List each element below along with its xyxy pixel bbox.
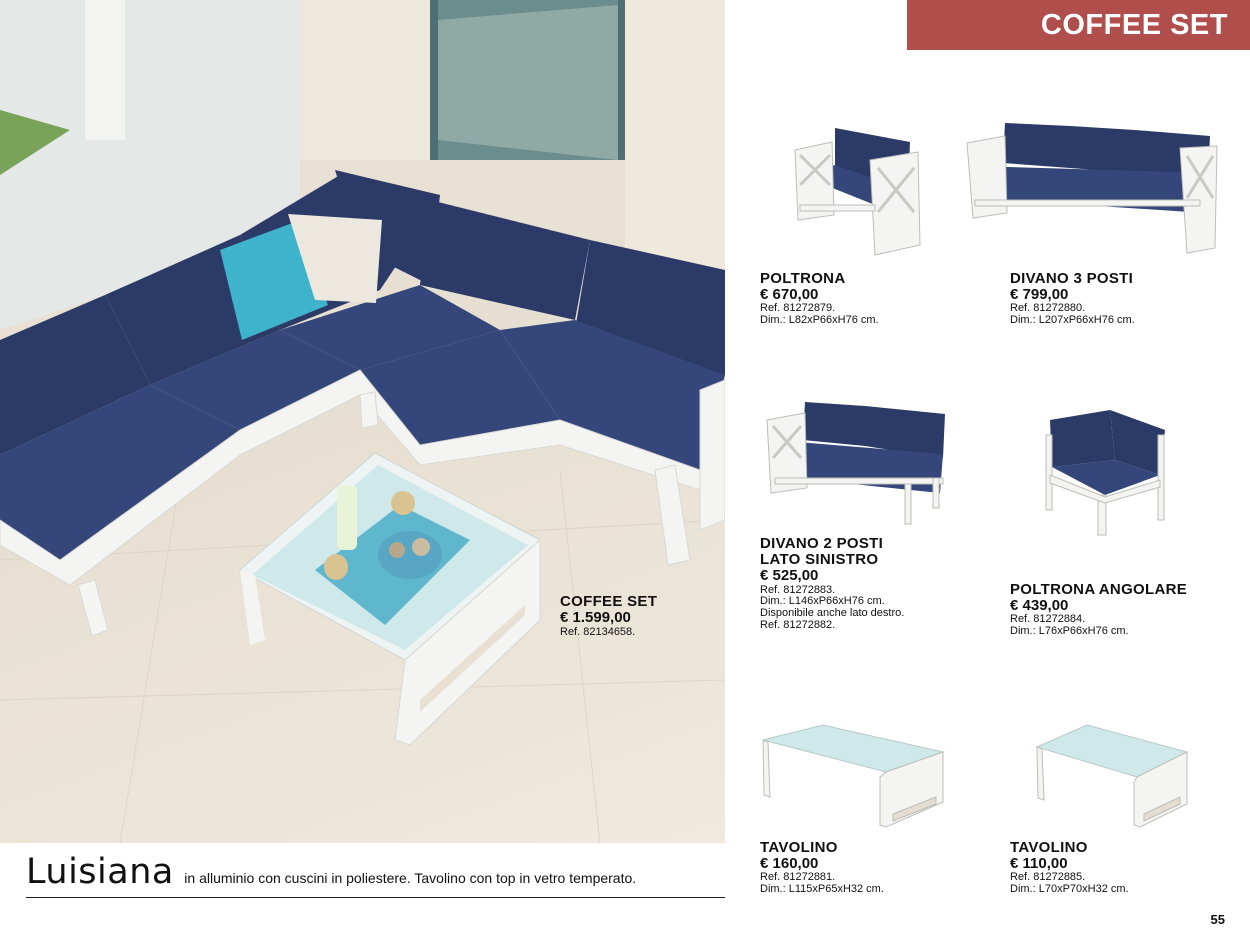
product-name: DIVANO 3 POSTI xyxy=(1010,270,1134,287)
product-ref: Ref. 81272885. xyxy=(1010,871,1086,884)
coffee-table-small-thumbnail xyxy=(1032,722,1192,832)
two-seat-sofa-thumbnail xyxy=(765,398,950,528)
product-name: POLTRONA xyxy=(760,270,846,287)
hero-product-price: € 1.599,00 xyxy=(560,608,631,626)
product-alt-ref: Ref. 81272882. xyxy=(760,619,836,632)
hero-product-name: COFFEE SET xyxy=(560,593,658,610)
product-name: POLTRONA ANGOLARE xyxy=(1010,581,1188,598)
three-seat-sofa-thumbnail xyxy=(965,118,1220,258)
product-price: € 110,00 xyxy=(1010,855,1068,873)
product-poltrona xyxy=(760,271,879,327)
product-ref: Ref. 81272881. xyxy=(760,871,836,884)
product-name: TAVOLINO xyxy=(760,839,838,856)
section-banner: COFFEE SET xyxy=(907,0,1250,50)
product-name-line1: DIVANO 2 POSTI xyxy=(760,535,884,552)
product-poltrona-angolare xyxy=(1010,582,1187,638)
coffee-table-large-thumbnail xyxy=(758,722,948,832)
product-tavolino-large xyxy=(760,840,884,896)
product-dimensions: Dim.: L115xP65xH32 cm. xyxy=(760,883,884,896)
product-dimensions: Dim.: L70xP70xH32 cm. xyxy=(1010,883,1129,896)
product-price: € 160,00 xyxy=(760,855,819,873)
product-ref: Ref. 81272879. xyxy=(760,302,836,315)
product-dimensions: Dim.: L146xP66xH76 cm. xyxy=(760,595,885,608)
product-divano-3-posti xyxy=(1010,271,1135,327)
product-dimensions: Dim.: L76xP66xH76 cm. xyxy=(1010,625,1129,638)
product-name-line2: LATO SINISTRO xyxy=(760,551,879,569)
collection-description: in alluminio con cuscini in poliestere. Tavolino con top in vetro temperato. xyxy=(184,870,637,886)
page-number: 55 xyxy=(1210,912,1225,927)
product-dimensions: Dim.: L207xP66xH76 cm. xyxy=(1010,314,1135,327)
product-tavolino-small xyxy=(1010,840,1129,896)
product-name: TAVOLINO xyxy=(1010,839,1088,856)
product-price: € 799,00 xyxy=(1010,286,1069,304)
product-ref: Ref. 81272884. xyxy=(1010,613,1086,626)
product-dimensions: Dim.: L82xP66xH76 cm. xyxy=(760,314,879,327)
collection-caption xyxy=(26,852,636,892)
product-note: Disponibile anche lato destro. xyxy=(760,607,905,620)
product-price: € 439,00 xyxy=(1010,597,1069,615)
hero-product-label xyxy=(560,594,657,638)
armchair-thumbnail xyxy=(790,120,925,260)
product-ref: Ref. 81272883. xyxy=(760,583,836,596)
product-price: € 525,00 xyxy=(760,567,819,585)
product-divano-2-posti xyxy=(760,536,904,632)
caption-divider xyxy=(26,897,725,898)
hero-product-ref: Ref. 82134658. xyxy=(560,625,636,638)
product-price: € 670,00 xyxy=(760,286,819,304)
product-ref: Ref. 81272880. xyxy=(1010,302,1086,315)
corner-chair-thumbnail xyxy=(1040,405,1170,540)
collection-title: Luisiana xyxy=(26,852,174,892)
